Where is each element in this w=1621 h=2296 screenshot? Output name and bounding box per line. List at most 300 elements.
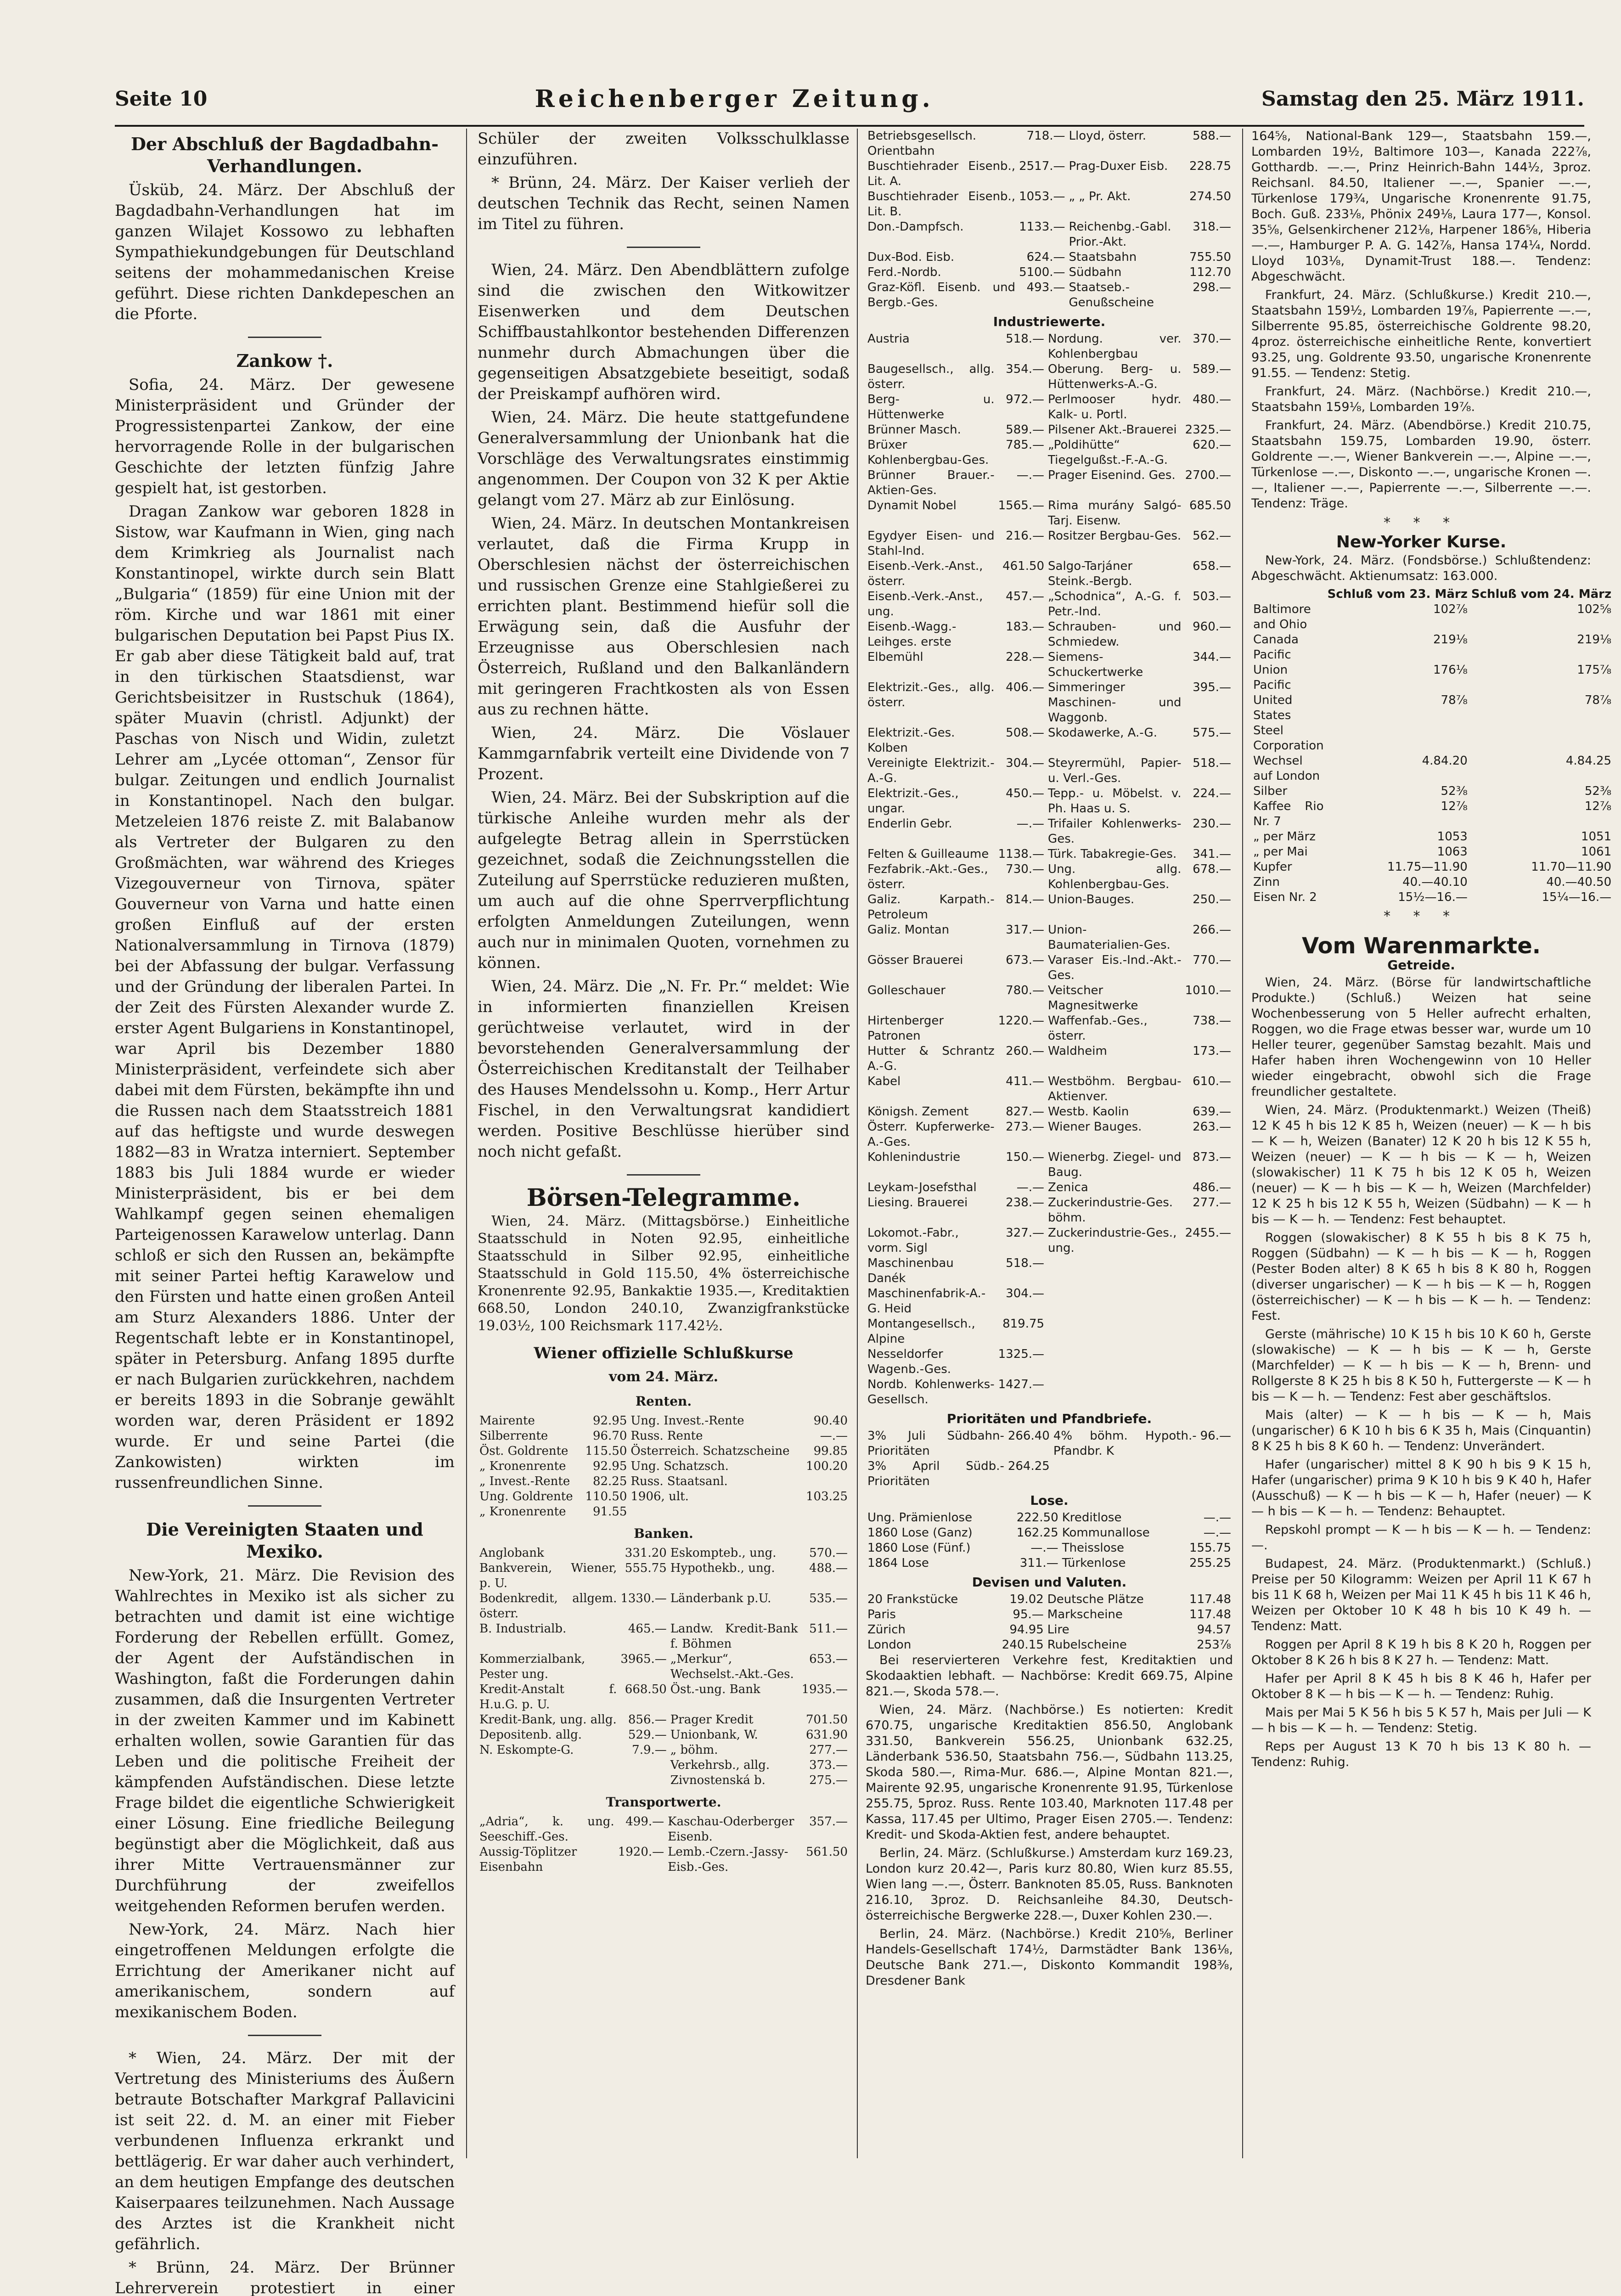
quote-name: Westböhm. Bergbau-Aktienver. xyxy=(1048,1075,1182,1103)
quote-value: 2325.— xyxy=(1185,423,1231,437)
market-report: Mais (alter) — K — h bis — K — h, Mais (ungarischer) 6 K 10 h bis 6 K 35 h, Mais (Cinquantin) 8 K 25 h bis 8 K 60 h. — Tendenz: Unverändert. xyxy=(1251,1408,1591,1453)
quote-value: 395.— xyxy=(1193,681,1231,694)
quote-value: 82.25 xyxy=(592,1474,627,1488)
table-section-label: Devisen und Valuten. xyxy=(972,1575,1127,1590)
quote-value: 486.— xyxy=(1193,1181,1231,1194)
quote-value: 15¼—16.— xyxy=(1542,890,1612,904)
quote-name: „Adria“, k. ung. Seeschiff.-Ges. xyxy=(479,1815,614,1844)
quote-name: Wienerbg. Ziegel- und Baug. xyxy=(1048,1150,1182,1179)
quote-value: —.— xyxy=(1030,1541,1058,1555)
table-row xyxy=(866,953,1233,983)
quote-name: Enderlin Gebr. xyxy=(867,817,952,831)
table-row xyxy=(1251,754,1613,784)
table-row xyxy=(866,1607,1233,1622)
table-row xyxy=(866,1150,1233,1180)
quote-value xyxy=(1183,1347,1233,1377)
quote-value: 499.— xyxy=(625,1815,664,1829)
quote-value: 1010.— xyxy=(1185,984,1231,997)
quote-value: 183.— xyxy=(1006,620,1045,634)
quote-value: 814.— xyxy=(1006,893,1045,906)
quote-name: „Schodnica“, A.-G. f. Petr.-Ind. xyxy=(1048,590,1182,619)
quote-value: 266.40 xyxy=(1007,1429,1050,1443)
table-row xyxy=(866,862,1233,892)
table-row xyxy=(478,1743,850,1758)
table-row xyxy=(866,1286,1233,1317)
quote-value: 503.— xyxy=(1193,590,1231,603)
quote-name: Kaffee Rio Nr. 7 xyxy=(1253,799,1324,828)
quote-name: Elektrizit.-Ges., ungar. xyxy=(867,787,959,816)
table-row xyxy=(866,280,1233,310)
quote-value: 2700.— xyxy=(1185,468,1231,482)
quote-value: 260.— xyxy=(1006,1044,1045,1058)
quote-name: Ung. Prämienlose xyxy=(867,1511,973,1525)
quote-name: Königsh. Zement xyxy=(867,1105,969,1119)
quote-value: 92.95 xyxy=(592,1414,627,1428)
quote-name: Brüxer Kohlenbergbau-Ges. xyxy=(867,438,989,467)
article-text: New-York, 21. März. Die Revision des Wahlrechtes in Mexiko ist als sicher zu betrachten und damit ist eine wichtige Forderung der Rebellen erfüllt. Gomez, der Agent der Aufständischen in Washington, faßt die Forderungen dahin zusammen, daß die Insurgenten Vertreter in der zweiten Kammer und im Kabinett erhalten wollen, sowie Garantien für das Leben und die politische Freiheit der kämpfenden Aufständischen. Diese letzte Frage bildet die eigentliche Schwierigkeit einer Lösung. Eine friedliche Beilegung begünstigt aber die Möglichkeit, daß aus ihrer Mitte Vertrauensmänner zur Durchführung der zweifellos weitgehenden Reformen berufen werden. xyxy=(115,1566,455,1915)
quote-value: 561.50 xyxy=(806,1845,848,1859)
quote-value: 96.70 xyxy=(592,1429,627,1443)
table-row xyxy=(866,1556,1233,1571)
quote-value: 529.— xyxy=(628,1728,667,1742)
article-text: Üsküb, 24. März. Der Abschluß der Bagdadbahn-Verhandlungen hat im ganzen Wilajet Kossowo zu lebhaften Sympathiekundgebungen für Deutschland seitens der mohammedanischen Kreise geführt. Diese richten Dankdepeschen an die Pforte. xyxy=(115,181,455,323)
quote-value: 275.— xyxy=(809,1773,848,1787)
quote-name: Unionbank, W. xyxy=(670,1728,758,1742)
table-row xyxy=(866,1347,1233,1377)
table-section-label: Renten. xyxy=(635,1394,692,1409)
table-row xyxy=(866,189,1233,219)
table-row xyxy=(866,816,1233,847)
quote-name: Salgo-Tarjáner Steink.-Bergb. xyxy=(1048,559,1133,588)
divider xyxy=(627,247,700,248)
page-number: Seite 10 xyxy=(115,87,208,111)
quote-name: Canada Pacific xyxy=(1253,633,1299,662)
table-row xyxy=(478,1474,850,1489)
table-row xyxy=(866,1459,1233,1489)
quote-value: —.— xyxy=(1016,817,1045,831)
quote-name: „ Kronenrente xyxy=(479,1505,566,1519)
quote-value: 1920.— xyxy=(618,1845,664,1859)
quote-name: Paris xyxy=(867,1608,896,1621)
market-report: 164⅝, National-Bank 129—, Staatsbahn 159.—, Lombarden 19½, Baltimore 103—, Kanada 222⅞, Gotthardb. —.—, Prinz Heinrich-Bahn 144½, 3proz. Reichsanl. 84.50, Italiener —.—, Spanier —.—, Türkenlose 179¾, Ungarische Kronenrente 91.75, Boch. Guß. 233⅛, Phönix 249⅛, Laura 177—, Konsol. 35⅝, Gelsenkirchener 212⅛, Harpener 186⅝, Hiberia —.—, Hamburger P. A. G. 142⅞, Hansa 174¼, Nordd. Lloyd 103⅛, Dynamit-Trust 188.—. Tendenz: Abgeschwächt. xyxy=(1251,129,1591,284)
table-row xyxy=(866,468,1233,498)
article-text: * Brünn, 24. März. Der Kaiser verlieh der deutschen Technik das Recht, seinen Namen im Titel zu führen. xyxy=(478,174,850,233)
quote-value: 770.— xyxy=(1193,953,1231,967)
quote-name: Anglobank xyxy=(479,1546,544,1560)
quote-value: 7.9.— xyxy=(632,1743,667,1757)
quote-name: Österr. Kupferwerke-A.-Ges. xyxy=(867,1120,995,1149)
quote-value: 1325.— xyxy=(998,1347,1045,1361)
quote-value: 94.95 xyxy=(1009,1623,1044,1637)
article-text: Sofia, 24. März. Der gewesene Ministerpräsident und Gründer der Progressistenpartei Zankow, der eine hervorragende Rolle in der bulgarischen Geschichte der letzten fünfzig Jahre gespielt hat, ist gestorben. xyxy=(115,376,455,497)
quote-name: Kredit-Bank, ung. allg. xyxy=(479,1713,617,1727)
ny-table xyxy=(1251,587,1613,905)
market-report: Wien, 24. März. (Nachbörse.) Es notierten: Kredit 670.75, ungarische Kreditaktien 856.50, Anglobank 331.50, Bankverein 556.25, Unionbank 632.25, Länderbank 536.50, Staatsbahn 756.—, Südbahn 113.25, Skoda 580.—, Rima-Mur. 686.—, Alpine Montan 821.—, Mairente 92.95, ungarische Kronenrente 91.95, Türkenlose 255.75, 5proz. Russ. Rente 103.40, Marknoten 117.48 per Kassa, 117.45 per Ultimo, Prager Eisen 2705.—. Tendenz: Kredit- und Skoda-Aktien fest, andere behauptet. xyxy=(866,1703,1233,1842)
table-row xyxy=(866,1195,1233,1226)
quote-value: 631.90 xyxy=(806,1728,848,1742)
quote-name: Rima murány Salgó-Tarj. Eisenw. xyxy=(1048,499,1182,528)
quote-name: Elbemühl xyxy=(867,650,923,664)
quote-name: Österreich. Schatzscheine xyxy=(630,1444,790,1458)
quote-value: 678.— xyxy=(1193,862,1231,876)
quote-name: Hirtenberger Patronen xyxy=(867,1014,944,1043)
market-report: Frankfurt, 24. März. (Schlußkurse.) Kredit 210.—, Staatsbahn 159½, Lombarden 19⅞, Papierrente —.—, Silberrente 95.85, österreichische Goldrente 98.20, 4proz. österreichische einheitliche Rente, konvertiert 93.25, ung. Goldrente 93.50, ungarische Kronenrente 91.55. — Tendenz: Stetig. xyxy=(1251,288,1591,380)
quote-value: 115.50 xyxy=(585,1444,627,1458)
stars-separator: * * * xyxy=(1383,908,1459,924)
table-row xyxy=(1251,799,1613,829)
quote-name: Berg- u. Hüttenwerke xyxy=(867,393,995,422)
quote-name: B. Industrialb. xyxy=(479,1622,567,1636)
quote-name: Montangesellsch., Alpine xyxy=(867,1317,975,1346)
quote-name: Markscheine xyxy=(1047,1608,1123,1621)
quote-value: 555.75 xyxy=(625,1561,667,1575)
quote-value: 1330.— xyxy=(620,1592,667,1605)
quote-value: 1133.— xyxy=(1019,220,1065,234)
quote-value: 317.— xyxy=(1006,923,1045,937)
quote-value: 1053 xyxy=(1437,830,1468,844)
quote-name: Rubelscheine xyxy=(1047,1638,1127,1652)
quote-value: 1220.— xyxy=(998,1014,1045,1028)
quote-value: 298.— xyxy=(1193,281,1231,294)
table-row xyxy=(866,265,1233,280)
quote-name: Prager Eisenind. Ges. xyxy=(1048,468,1176,482)
quote-name: Eisenb.-Wagg.-Leihges. erste xyxy=(867,620,957,649)
quote-value: 150.— xyxy=(1006,1150,1045,1164)
quote-value: 575.— xyxy=(1193,726,1231,740)
quote-value: 219⅛ xyxy=(1433,633,1468,647)
quote-value: 173.— xyxy=(1193,1044,1231,1058)
quote-name: Skodawerke, A.-G. xyxy=(1048,726,1157,740)
table-row xyxy=(866,392,1233,422)
quote-name: Kommunallose xyxy=(1062,1526,1150,1540)
quote-value: 117.48 xyxy=(1189,1593,1231,1606)
quote-name: Felten & Guilleaume xyxy=(867,847,989,861)
market-report: Hafer (ungarischer) mittel 8 K 90 h bis 9 K 15 h, Hafer (ungarischer) prima 9 K 10 h bis 9 K 40 h, Hafer (Ausschuß) — K — h bis — K — h, Hafer (neuer) — K — h bis — K — h. — Tendenz: Behauptet. xyxy=(1251,1458,1591,1519)
table-row xyxy=(478,1546,850,1561)
quote-name: Eisen Nr. 2 xyxy=(1253,890,1317,904)
quote-name: London xyxy=(867,1638,912,1652)
quote-name: Wiener Bauges. xyxy=(1048,1120,1142,1134)
quote-value: 112.70 xyxy=(1189,265,1231,279)
quote-value: 19.02 xyxy=(1009,1593,1044,1606)
quote-name: 1860 Lose (Fünf.) xyxy=(867,1541,971,1555)
quote-value: 461.50 xyxy=(1002,559,1045,573)
quote-name: Reichenbg.-Gabl. Prior.-Akt. xyxy=(1069,220,1171,249)
quote-name: 3% April Südb.-Prioritäten xyxy=(867,1459,1004,1488)
quote-value: 110.50 xyxy=(585,1490,627,1503)
quote-value: 273.— xyxy=(1006,1120,1045,1134)
quote-name: Graz-Köfl. Eisenb. und Bergb.-Ges. xyxy=(867,281,1016,310)
market-report: Wien, 24. März. (Börse für landwirtschaftliche Produkte.) (Schluß.) Weizen hat seine Wochenbesserung von 5 Heller aufrecht erhalten, Roggen, wo die Frage etwas besser war, wurde um 10 Heller teurer, gegenüber Samstag bezahlt. Mais und Hafer haben ihren Wochengewinn von 10 Heller wieder eingebracht, obwohl sich die Frage freundlicher gestaltete. xyxy=(1251,975,1591,1099)
quote-value: 4.84.20 xyxy=(1422,754,1468,768)
quote-name: Staatsbahn xyxy=(1069,250,1137,264)
article-text: Wien, 24. März. Die Vöslauer Kammgarnfabrik verteilt eine Dividende von 7 Prozent. xyxy=(478,724,850,783)
quote-value: 5100.— xyxy=(1019,265,1065,279)
quote-value: 331.20 xyxy=(625,1546,667,1560)
quote-value: 253⅞ xyxy=(1197,1638,1231,1652)
market-report: Repskohl prompt — K — h bis — K — h. — Tendenz: —. xyxy=(1251,1523,1591,1553)
quote-value: 488.— xyxy=(809,1561,848,1575)
table-row xyxy=(866,422,1233,438)
quote-name: N. Eskompte-G. xyxy=(479,1743,574,1757)
quote-name: 4% böhm. Hypoth.-Pfandbr. K xyxy=(1053,1429,1197,1458)
quote-name xyxy=(478,1773,619,1788)
quote-name: Buschtiehrader Eisenb., Lit. A. xyxy=(867,159,1016,188)
quote-value: 12⅞ xyxy=(1584,799,1612,813)
quote-name: Kabel xyxy=(867,1075,901,1088)
article-title: Der Abschluß der Bagdadbahn-Verhandlungen. xyxy=(130,134,439,176)
quote-value: 668.50 xyxy=(625,1683,667,1696)
table-row xyxy=(1251,663,1613,693)
quote-value: 224.— xyxy=(1193,787,1231,800)
market-report: Budapest, 24. März. (Produktenmarkt.) (Schluß.) Preise per 50 Kilogramm: Weizen per April 11 K 67 h bis 11 K 68 h, Weizen per Mai 11 K 45 h bis 11 K 46 h, Weizen per Oktober 10 K 48 h bis 10 K 49 h. — Tendenz: Matt. xyxy=(1251,1557,1591,1633)
quote-name: „Poldihütte“ Tiegelgußst.-F.-A.-G. xyxy=(1048,438,1168,467)
quote-name: Mairente xyxy=(479,1414,535,1428)
quote-value: 78⅞ xyxy=(1584,693,1612,707)
quote-name: Westb. Kaolin xyxy=(1048,1105,1129,1119)
quote-name: Egydyer Eisen- und Stahl-Ind. xyxy=(867,529,995,558)
quote-name: Maschinenbau Danék xyxy=(867,1256,954,1285)
table-row xyxy=(866,756,1233,786)
quote-name: „ „ Pr. Akt. xyxy=(1069,190,1131,203)
table-row xyxy=(866,589,1233,619)
quote-value: 411.— xyxy=(1006,1075,1045,1088)
industrie-table xyxy=(866,332,1233,1407)
quote-value: 40.—40.10 xyxy=(1402,875,1468,889)
quote-value: 819.75 xyxy=(1002,1317,1045,1331)
quote-name: Bodenkredit, allgem. österr. xyxy=(479,1592,617,1621)
quote-value: 518.— xyxy=(1193,756,1231,770)
table-row xyxy=(866,619,1233,650)
quote-value: 52⅜ xyxy=(1584,784,1612,798)
article-text: * Wien, 24. März. Der mit der Vertretung des Ministeriums des Äußern betraute Botschafter Markgraf Pallavicini ist seit 22. d. M. an einer mit Fieber verbundenen Influenza erkrankt und bettlägerig. Er war daher auch verhindert, an dem heutigen Empfange des deutschen Kaiserpaares teilzunehmen. Nach Aussage des Arztes ist die Krankheit nicht gefährlich. xyxy=(115,2049,455,2253)
quote-name: Zinn xyxy=(1253,875,1280,889)
quote-name xyxy=(1046,1317,1183,1347)
table-row xyxy=(866,1510,1233,1525)
quote-value: 175⅞ xyxy=(1577,663,1612,677)
quote-name: 1860 Lose (Ganz) xyxy=(867,1526,973,1540)
quote-name: „ böhm. xyxy=(670,1743,718,1757)
quote-name: 3% Juli Südbahn-Prioritäten xyxy=(867,1429,1004,1458)
quote-name: „Merkur“, Wechselst.-Akt.-Ges. xyxy=(670,1652,794,1681)
quote-value xyxy=(1183,1317,1233,1347)
market-report: Berlin, 24. März. (Schlußkurse.) Amsterdam kurz 169.23, London kurz 20.42—, Paris kurz 80.80, Wien kurz 85.55, Wien lang —.—, Österr. Banknoten 85.05, Russ. Banknoten 216.10, 3proz. D. Reichsanleihe 84.30, Deutsch-österreichische Bergwerke 228.—, Duxer Kohlen 230.—. xyxy=(866,1846,1233,1923)
quote-name: Nesseldorfer Wagenb.-Ges. xyxy=(867,1347,951,1376)
quote-name: Baltimore and Ohio xyxy=(1253,602,1311,631)
table-row xyxy=(866,680,1233,726)
quote-value: 2455.— xyxy=(1185,1226,1231,1240)
quote-value: 518.— xyxy=(1006,1256,1045,1270)
quote-value: 117.48 xyxy=(1189,1608,1231,1621)
quote-value: 240.15 xyxy=(1002,1638,1044,1652)
quote-value xyxy=(801,1474,850,1489)
quote-value: 15½—16.— xyxy=(1398,890,1468,904)
quote-name xyxy=(629,1504,801,1519)
quote-value: 738.— xyxy=(1193,1014,1231,1028)
quote-name: Lire xyxy=(1047,1623,1069,1637)
quote-value xyxy=(619,1758,668,1773)
quote-name: Türk. Tabakregie-Ges. xyxy=(1048,847,1177,861)
quote-value: 11.75—11.90 xyxy=(1387,860,1468,874)
quote-name: Maschinenfabrik-A.-G. Heid xyxy=(867,1287,986,1316)
quote-name: Staatseb.-Genußscheine xyxy=(1069,281,1154,310)
section-title: New-Yorker Kurse. xyxy=(1336,533,1507,551)
table-section-label: Industriewerte. xyxy=(993,314,1106,329)
section-title: Vom Warenmarkte. xyxy=(1302,933,1541,959)
banken-table xyxy=(478,1546,850,1788)
newspaper-title: Reichenberger Zeitung. xyxy=(535,84,934,113)
article-text: Wien, 24. März. Die „N. Fr. Pr.“ meldet: Wie in informierten finanziellen Kreisen gerüchtweise verlautet, wird in der bevorstehenden Generalversammlung der Österreichischen Kreditanstalt der Teilhaber des Hauses Mendelssohn u. Komp., Herr Artur Fischel, in den Verwaltungsrat kandidiert werden. Positive Beschlüsse hierüber sind noch nicht gefaßt. xyxy=(478,977,850,1161)
table-row xyxy=(866,1104,1233,1120)
table-header xyxy=(1251,587,1326,602)
table-row xyxy=(866,923,1233,953)
quote-value: 341.— xyxy=(1193,847,1231,861)
article-title: Zankow †. xyxy=(236,350,333,371)
quote-value: 4.84.25 xyxy=(1565,754,1612,768)
table-row xyxy=(866,1044,1233,1074)
table-row xyxy=(866,250,1233,265)
quote-name: Öst.-ung. Bank xyxy=(670,1683,760,1696)
subsection-label: Getreide. xyxy=(1387,957,1455,973)
article-text: Wien, 24. März. Die heute stattgefundene Generalversammlung der Unionbank hat die Vorschläge des Verwaltungsrates einstimmig angenommen. Der Coupon von 32 K per Aktie gelangt vom 27. März ab zur Einlösung. xyxy=(478,408,850,509)
quote-value: 155.75 xyxy=(1189,1541,1231,1555)
quote-name: Theisslose xyxy=(1062,1541,1125,1555)
quote-value xyxy=(801,1504,850,1519)
quote-name: Union-Bauges. xyxy=(1048,893,1135,906)
quote-name: „ per Mai xyxy=(1253,845,1308,859)
table-row xyxy=(866,1256,1233,1286)
quote-value: 102⅞ xyxy=(1433,602,1468,616)
market-report: Frankfurt, 24. März. (Abendbörse.) Kredit 210.75, Staatsbahn 159.75, Lombarden 19.90, österr. Goldrente —.—, Wiener Bankverein —.—, Alpine —.—, Türkenlose —.—, Diskonto —.—, ungarische Kronen —.—, Italiener —.—, Papierrente —.—, Silberrente —.—. Tendenz: Träge. xyxy=(1251,418,1591,511)
quote-name: Länderbank p.U. xyxy=(670,1592,771,1605)
quote-value: 274.50 xyxy=(1189,190,1231,203)
table-row xyxy=(866,1541,1233,1556)
quote-name: Baugesellsch., allg. österr. xyxy=(867,362,995,391)
table-row xyxy=(866,1377,1233,1407)
quote-name: Russ. Rente xyxy=(630,1429,703,1443)
quote-name: Trifailer Kohlenwerks-Ges. xyxy=(1048,817,1182,846)
quote-value: 3965.— xyxy=(620,1652,667,1666)
quote-value: 176⅛ xyxy=(1433,663,1468,677)
section-title: Börsen-Telegramme. xyxy=(526,1184,801,1212)
quote-value: 99.85 xyxy=(813,1444,848,1458)
quote-name xyxy=(478,1758,619,1773)
quote-value: 856.— xyxy=(628,1713,667,1727)
article-text: Schüler der zweiten Volksschulklasse einzuführen. xyxy=(478,129,850,169)
quote-value: 100.20 xyxy=(806,1459,848,1473)
table-row xyxy=(866,1622,1233,1638)
masthead xyxy=(115,73,1584,124)
column-1 xyxy=(115,129,455,2296)
quote-name: Waldheim xyxy=(1048,1044,1107,1058)
column-divider xyxy=(466,129,467,2158)
quote-value: 304.— xyxy=(1006,756,1045,770)
table-row xyxy=(478,1682,850,1712)
quote-value: —.— xyxy=(1203,1511,1231,1525)
quote-value xyxy=(1199,1459,1233,1489)
article-text: New-York, 24. März. Nach hier eingetroffenen Meldungen erfolgte die Errichtung der Amerikaner nicht auf amerikanischem, sondern auf mexikanischem Boden. xyxy=(115,1920,455,2021)
article-text: Wien, 24. März. Bei der Subskription auf die türkische Anleihe wurden mehr als der aufgelegte Betrag allein in Sperrstücken gezeichnet, sodaß die Zeichnungsstellen die Zuteilung auf Sperrstücke reduzieren mußten, um auch auf die ohne Sperrverpflichtung erfolgten Anmeldungen Zuteilungen, wenn auch nur in minimalen Quoten, vornehmen zu können. xyxy=(478,788,850,972)
quote-value: 1063 xyxy=(1437,845,1468,859)
quote-value: 873.— xyxy=(1193,1150,1231,1164)
quote-name: Lokomot.-Fabr., vorm. Sigl xyxy=(867,1226,959,1255)
quote-name: Wechsel auf London xyxy=(1253,754,1320,783)
quote-value: 40.—40.50 xyxy=(1546,875,1612,889)
quote-name: Eskompteb., ung. xyxy=(670,1546,777,1560)
quote-name: Kupfer xyxy=(1253,860,1292,874)
market-report: Wien, 24. März. (Mittagsbörse.) Einheitliche Staatsschuld in Noten 92.95, einheitliche Staatsschuld in Silber 92.95, einheitliche Staatsschuld in Gold 115.50, 4% österreichische Kronenrente 92.95, Bankaktie 1935.—, Kreditaktien 668.50, London 240.10, Zwanzigfrankstücke 19.03½, 100 Reichsmark 117.42½. xyxy=(478,1213,850,1334)
quote-name xyxy=(1046,1286,1183,1317)
quote-name: „ Kronenrente xyxy=(479,1459,566,1473)
quote-name: Siemens-Schuckertwerke xyxy=(1048,650,1143,679)
quote-value: 11.70—11.90 xyxy=(1531,860,1612,874)
quote-value: 264.25 xyxy=(1007,1459,1050,1473)
quote-value: 972.— xyxy=(1006,393,1045,406)
table-row xyxy=(866,847,1233,862)
transport-table xyxy=(478,1814,850,1875)
table-row xyxy=(866,219,1233,250)
quote-value: 255.25 xyxy=(1189,1556,1231,1570)
quote-value: 91.55 xyxy=(592,1505,627,1519)
quote-value: 78⅞ xyxy=(1441,693,1468,707)
quote-value: 653.— xyxy=(809,1652,848,1666)
table-row xyxy=(478,1814,850,1845)
quote-name: Perlmooser hydr. Kalk- u. Portl. xyxy=(1048,393,1182,422)
quote-name: Steyrermühl, Papier- u. Verl.-Ges. xyxy=(1048,756,1182,785)
table-row xyxy=(478,1591,850,1621)
quote-value: —.— xyxy=(1016,468,1045,482)
table-header: Schluß vom 24. März xyxy=(1471,587,1612,601)
quote-name: Buschtiehrader Eisenb., Lit. B. xyxy=(867,190,1016,219)
quote-value xyxy=(1183,1286,1233,1317)
stars-separator: * * * xyxy=(1383,515,1459,531)
quote-name: Kommerzialbank, Pester ung. xyxy=(479,1652,585,1681)
quote-value: 827.— xyxy=(1006,1105,1045,1119)
quote-name: Russ. Staatsanl. xyxy=(630,1474,728,1488)
quote-value: 685.50 xyxy=(1189,499,1231,512)
table-row xyxy=(478,1489,850,1504)
table-row xyxy=(478,1621,850,1652)
quote-value: 90.40 xyxy=(813,1414,848,1428)
table-row xyxy=(866,892,1233,923)
quote-name: Union-Baumaterialien-Ges. xyxy=(1048,923,1171,952)
quote-value: 162.25 xyxy=(1016,1526,1058,1540)
quote-name: Eisenb.-Verk.-Anst., österr. xyxy=(867,559,983,588)
quote-value: 535.— xyxy=(809,1592,848,1605)
quote-value: 450.— xyxy=(1006,787,1045,800)
market-report: Gerste (mährische) 10 K 15 h bis 10 K 60 h, Gerste (slowakische) — K — h bis — K — h, Gerste (Marchfelder) — K — h bis — K — h, Brenn- und Rollgerste 8 K 25 h bis 8 K 50 h, Futtergerste — K — h bis — K — h. — Tendenz: Fest aber geschäftslos. xyxy=(1251,1327,1591,1404)
quote-name: 1906, ult. xyxy=(630,1490,689,1503)
quote-value: 344.— xyxy=(1193,650,1231,664)
quote-value: 1935.— xyxy=(801,1683,848,1696)
table-row xyxy=(866,726,1233,756)
quote-value: 589.— xyxy=(1193,362,1231,376)
quote-value: 230.— xyxy=(1193,817,1231,831)
quote-value: 570.— xyxy=(809,1546,848,1560)
quote-name: Bankverein, Wiener, p. U. xyxy=(479,1561,617,1590)
table-date: vom 24. März. xyxy=(608,1369,719,1385)
quote-value: 263.— xyxy=(1193,1120,1231,1134)
quote-value: 480.— xyxy=(1193,393,1231,406)
table-section-label: Banken. xyxy=(634,1526,693,1541)
quote-name: Südbahn xyxy=(1069,265,1122,279)
quote-value: 216.— xyxy=(1006,529,1045,543)
table-row xyxy=(866,1317,1233,1347)
market-report: Roggen per April 8 K 19 h bis 8 K 20 h, Roggen per Oktober 8 K 26 h bis 8 K 27 h. — Tendenz: Matt. xyxy=(1251,1638,1591,1667)
quote-name: Kredit-Anstalt f. H.u.G. p. U. xyxy=(479,1683,617,1711)
divider xyxy=(248,337,321,338)
quote-name: Austria xyxy=(867,332,910,346)
